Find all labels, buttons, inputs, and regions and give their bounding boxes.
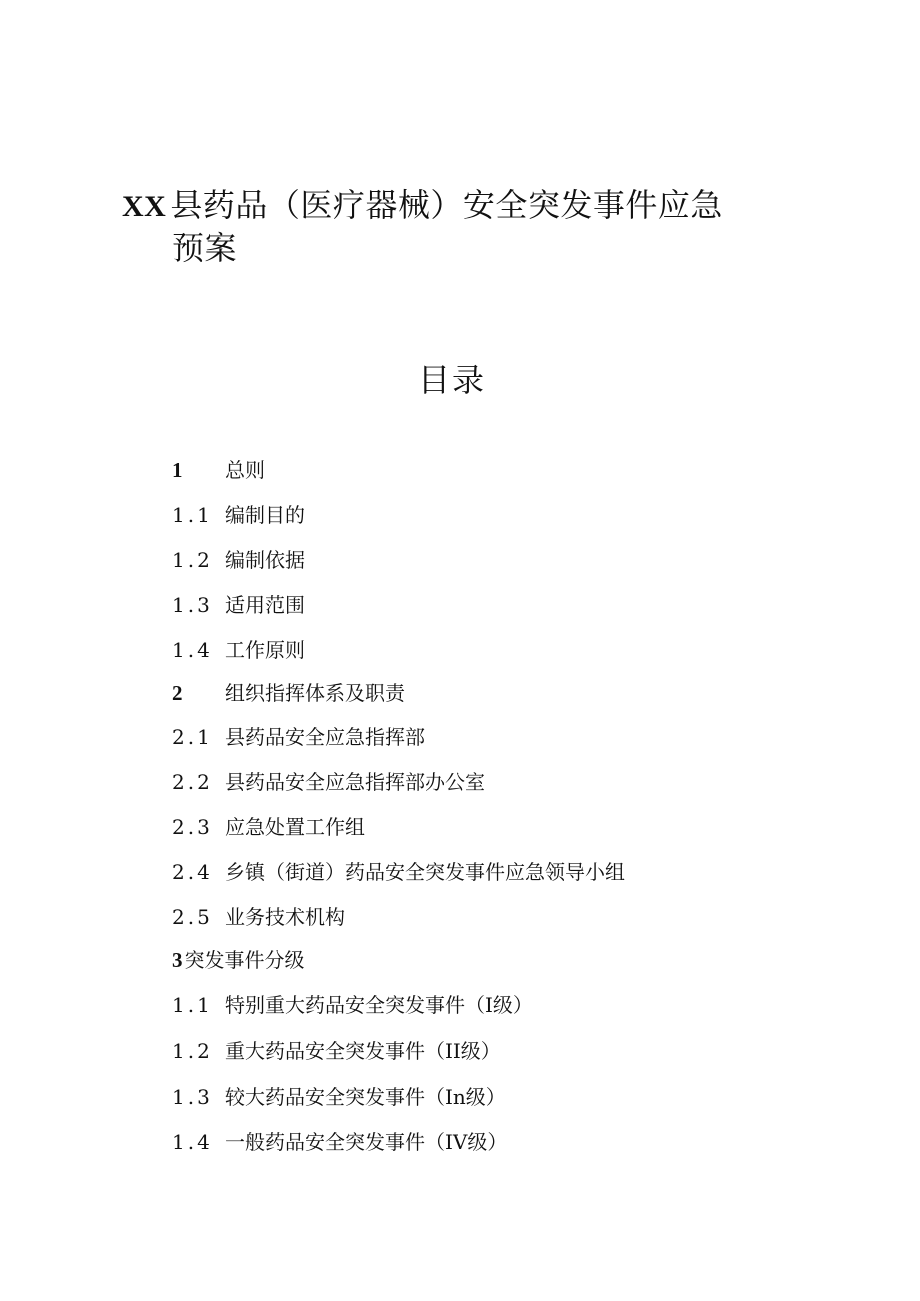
toc-entry-text: 工作原则 [225,638,305,662]
toc-entry [172,592,305,618]
toc-entry-number: 1 [172,458,183,482]
toc-entry [172,1129,507,1155]
toc-entry-text: 县药品安全应急指挥部办公室 [225,770,485,794]
toc-entry-text: 较大药品安全突发事件（In级） [225,1085,506,1109]
toc-entry-text: 县药品安全应急指挥部 [225,725,425,749]
toc-entry-text: 一般药品安全突发事件（IV级） [225,1130,508,1154]
toc-entry-text: 特别重大药品安全突发事件（I级） [225,993,533,1017]
toc-entry-text: 总则 [225,458,265,482]
toc-entry-number: 2.2 [172,770,213,794]
toc-entry-number: 2.4 [172,860,213,884]
toc-entry-number: 2.3 [172,815,213,839]
toc-entry [172,814,365,840]
toc-entry-number: 1.2 [172,1039,213,1063]
toc-entry [172,1084,506,1110]
toc-entry-number: 2 [172,681,183,705]
toc-entry-number: 1.1 [172,503,213,527]
toc-entry [172,904,345,930]
toc-entry-text: 编制依据 [225,548,305,572]
document-title-line-1 [122,185,723,227]
toc-entry-text: 应急处置工作组 [225,815,365,839]
toc-entry-text: 重大药品安全突发事件（II级） [225,1039,501,1063]
toc-entry [172,457,265,483]
toc-entry [172,1038,501,1064]
toc-entry [172,547,305,573]
toc-entry-number: 1.2 [172,548,213,572]
toc-entry-number: 1.4 [172,1130,213,1154]
toc-entry-number: 1.3 [172,1085,213,1109]
toc-entry-number: 3 [172,948,183,972]
title-prefix: XX [122,190,167,223]
toc-entry [172,724,425,750]
toc-entry [172,680,405,706]
toc-entry-text: 适用范围 [225,593,305,617]
toc-entry [172,947,305,973]
document-title-line-2: 预案 [172,229,238,267]
toc-heading: 目录 [418,361,487,399]
toc-entry-number: 2.5 [172,905,213,929]
toc-entry [172,769,485,795]
toc-entry [172,502,305,528]
toc-entry-number: 1.1 [172,993,213,1017]
toc-entry-number: 1.4 [172,638,213,662]
toc-entry-number: 2.1 [172,725,213,749]
toc-entry [172,637,305,663]
toc-entry-text: 组织指挥体系及职责 [225,681,405,705]
toc-entry-number: 1.3 [172,593,213,617]
toc-entry-text: 编制目的 [225,503,305,527]
toc-entry-text: 乡镇（街道）药品安全突发事件应急领导小组 [225,860,625,884]
toc-entry [172,992,533,1018]
toc-entry [172,859,625,885]
title-text-1: 县药品（医疗器械）安全突发事件应急 [170,186,723,224]
toc-entry-text: 突发事件分级 [184,948,305,972]
toc-entry-text: 业务技术机构 [225,905,345,929]
